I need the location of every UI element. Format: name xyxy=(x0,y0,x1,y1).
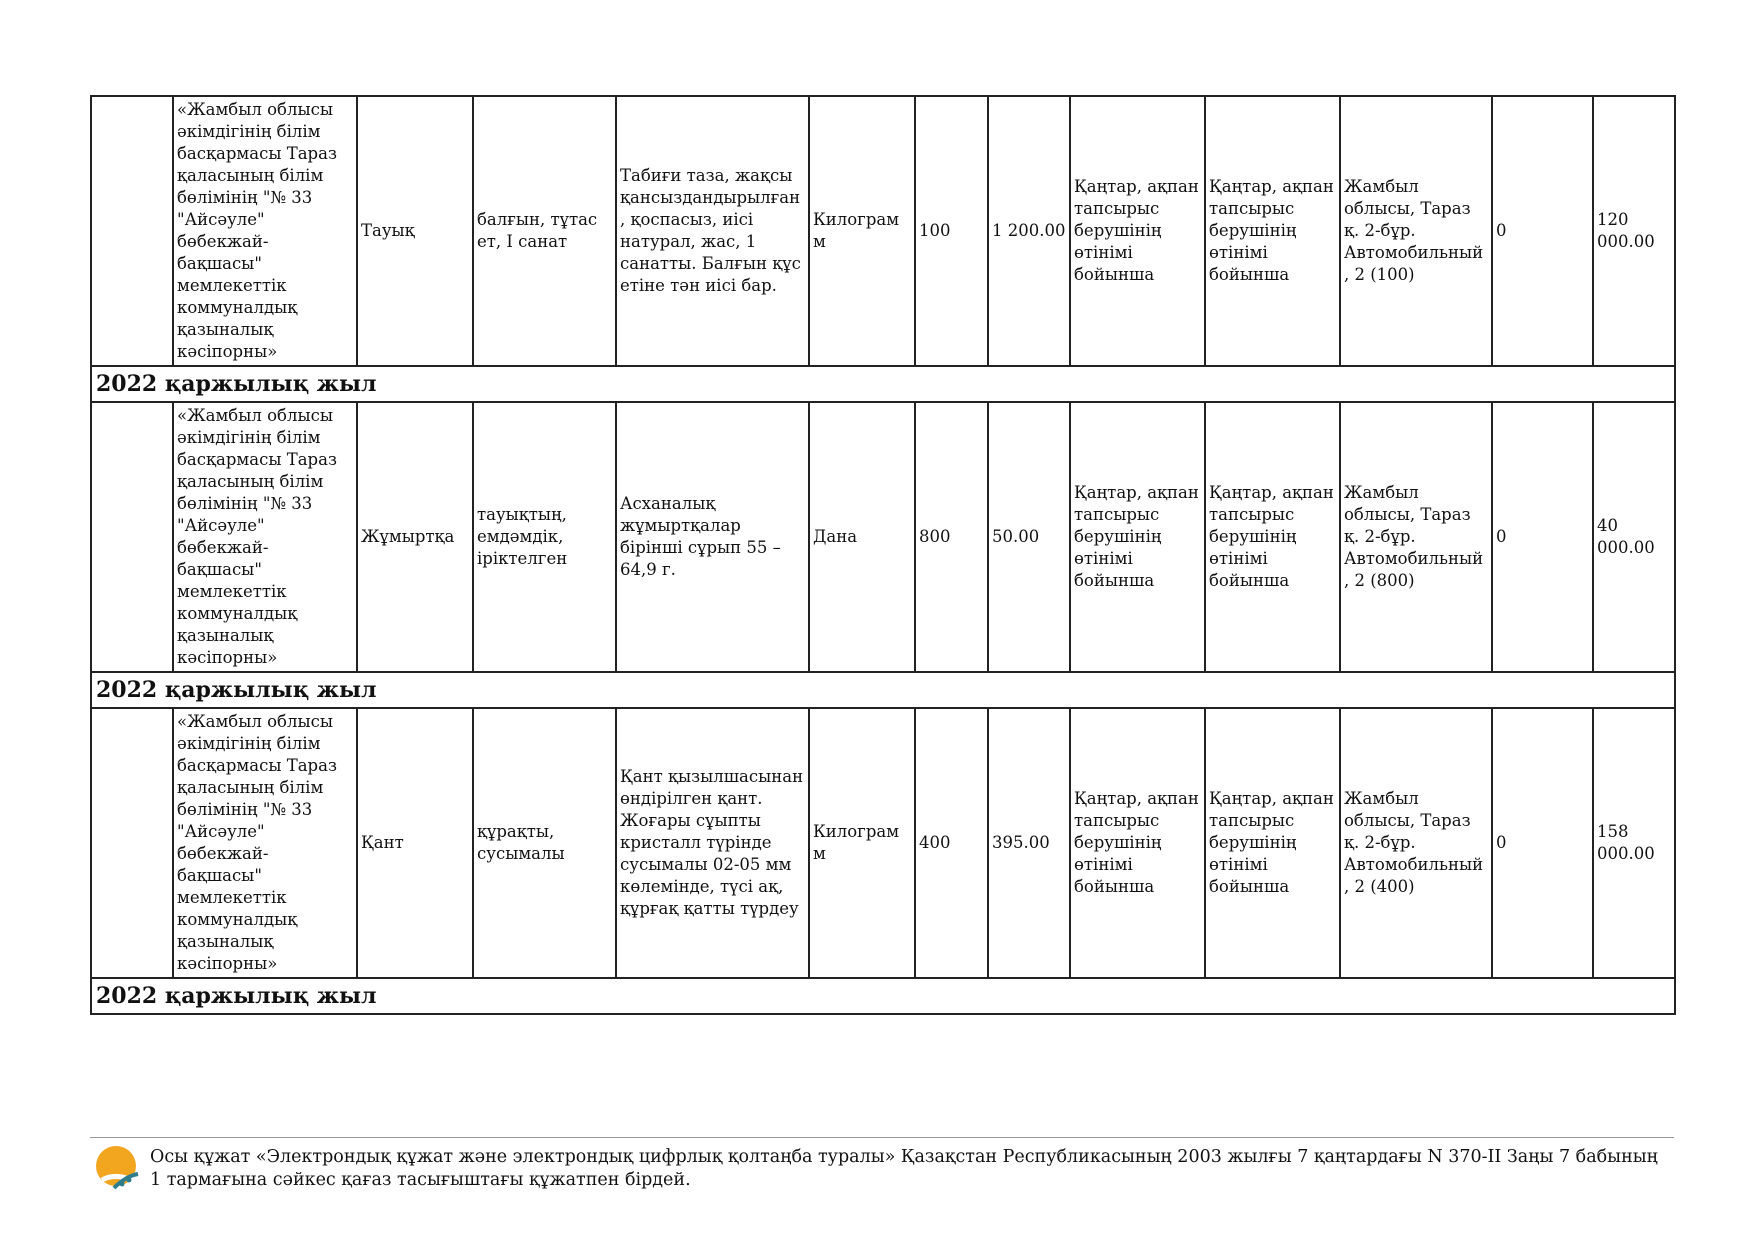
table-row xyxy=(91,708,1675,978)
unit-cell: Килограмм xyxy=(809,96,915,366)
row-number-cell xyxy=(91,402,173,672)
procurement-table xyxy=(90,95,1676,1015)
legal-notice-text: Осы құжат «Электрондық құжат және электрондық цифрлық қолтаңба туралы» Қазақстан Республикасының 2003 жылғы 7 қаңтардағы N 370-II Заңы 7 бабының 1 тармағына сәйкес қағаз тасығыштағы құжатпен бірдей. xyxy=(150,1147,1658,1190)
item-name-cell: Қант xyxy=(357,708,473,978)
item-name-cell: Тауық xyxy=(357,96,473,366)
delivery-term-cell: Қаңтар, ақпан тапсырыс берушінің өтінімі бойынша xyxy=(1070,708,1205,978)
year-row xyxy=(91,978,1675,1014)
description-cell: Асханалық жұмыртқалар бірінші сұрып 55 – 64,9 г. xyxy=(616,402,809,672)
characteristic-cell: балғын, тұтас ет, І санат xyxy=(473,96,616,366)
sum-cell: 120 000.00 xyxy=(1593,96,1675,366)
customer-cell: «Жамбыл облысы әкімдігінің білім басқармасы Тараз қаласының білім бөлімінің "№ 33 "Айсәуле" бөбекжай-бақшасы" мемлекеттік коммуналдық қазыналық кәсіпорны» xyxy=(173,708,357,978)
delivery-term-cell: Қаңтар, ақпан тапсырыс берушінің өтінімі бойынша xyxy=(1205,96,1340,366)
advance-cell: 0 xyxy=(1492,708,1593,978)
row-number-cell xyxy=(91,96,173,366)
table-row xyxy=(91,402,1675,672)
characteristic-cell: тауықтың, емдәмдік, іріктелген xyxy=(473,402,616,672)
description-cell: Қант қызылшасынан өндірілген қант. Жоғары сұыпты кристалл түрінде сусымалы 02-05 мм көлемінде, түсі ақ, құрғақ қатты түрдеу xyxy=(616,708,809,978)
row-number-cell xyxy=(91,708,173,978)
year-row xyxy=(91,366,1675,402)
price-cell: 50.00 xyxy=(988,402,1070,672)
characteristic-cell: құрақты, сусымалы xyxy=(473,708,616,978)
customer-cell: «Жамбыл облысы әкімдігінің білім басқармасы Тараз қаласының білім бөлімінің "№ 33 "Айсәуле" бөбекжай-бақшасы" мемлекеттік коммуналдық қазыналық кәсіпорны» xyxy=(173,96,357,366)
delivery-place-cell: Жамбыл облысы, Тараз қ. 2-бұр. Автомобильный, 2 (400) xyxy=(1340,708,1492,978)
delivery-term-cell: Қаңтар, ақпан тапсырыс берушінің өтінімі бойынша xyxy=(1205,402,1340,672)
unit-cell: Килограмм xyxy=(809,708,915,978)
delivery-place-cell: Жамбыл облысы, Тараз қ. 2-бұр. Автомобильный, 2 (800) xyxy=(1340,402,1492,672)
egov-sun-logo-icon xyxy=(92,1144,140,1192)
table-row xyxy=(91,96,1675,366)
description-cell: Табиғи таза, жақсы қансыздандырылған, қоспасыз, иісі натурал, жас, 1 санатты. Балғын құс етіне тән иісі бар. xyxy=(616,96,809,366)
document-footer xyxy=(90,1137,1674,1190)
delivery-term-cell: Қаңтар, ақпан тапсырыс берушінің өтінімі бойынша xyxy=(1070,96,1205,366)
quantity-cell: 800 xyxy=(915,402,988,672)
year-label: 2022 қаржылық жыл xyxy=(91,672,1675,708)
year-row xyxy=(91,672,1675,708)
delivery-place-cell: Жамбыл облысы, Тараз қ. 2-бұр. Автомобильный, 2 (100) xyxy=(1340,96,1492,366)
year-label: 2022 қаржылық жыл xyxy=(91,978,1675,1014)
delivery-term-cell: Қаңтар, ақпан тапсырыс берушінің өтінімі бойынша xyxy=(1070,402,1205,672)
item-name-cell: Жұмыртқа xyxy=(357,402,473,672)
advance-cell: 0 xyxy=(1492,96,1593,366)
unit-cell: Дана xyxy=(809,402,915,672)
price-cell: 1 200.00 xyxy=(988,96,1070,366)
customer-cell: «Жамбыл облысы әкімдігінің білім басқармасы Тараз қаласының білім бөлімінің "№ 33 "Айсәуле" бөбекжай-бақшасы" мемлекеттік коммуналдық қазыналық кәсіпорны» xyxy=(173,402,357,672)
sum-cell: 158 000.00 xyxy=(1593,708,1675,978)
quantity-cell: 400 xyxy=(915,708,988,978)
delivery-term-cell: Қаңтар, ақпан тапсырыс берушінің өтінімі бойынша xyxy=(1205,708,1340,978)
year-label: 2022 қаржылық жыл xyxy=(91,366,1675,402)
sum-cell: 40 000.00 xyxy=(1593,402,1675,672)
advance-cell: 0 xyxy=(1492,402,1593,672)
price-cell: 395.00 xyxy=(988,708,1070,978)
quantity-cell: 100 xyxy=(915,96,988,366)
